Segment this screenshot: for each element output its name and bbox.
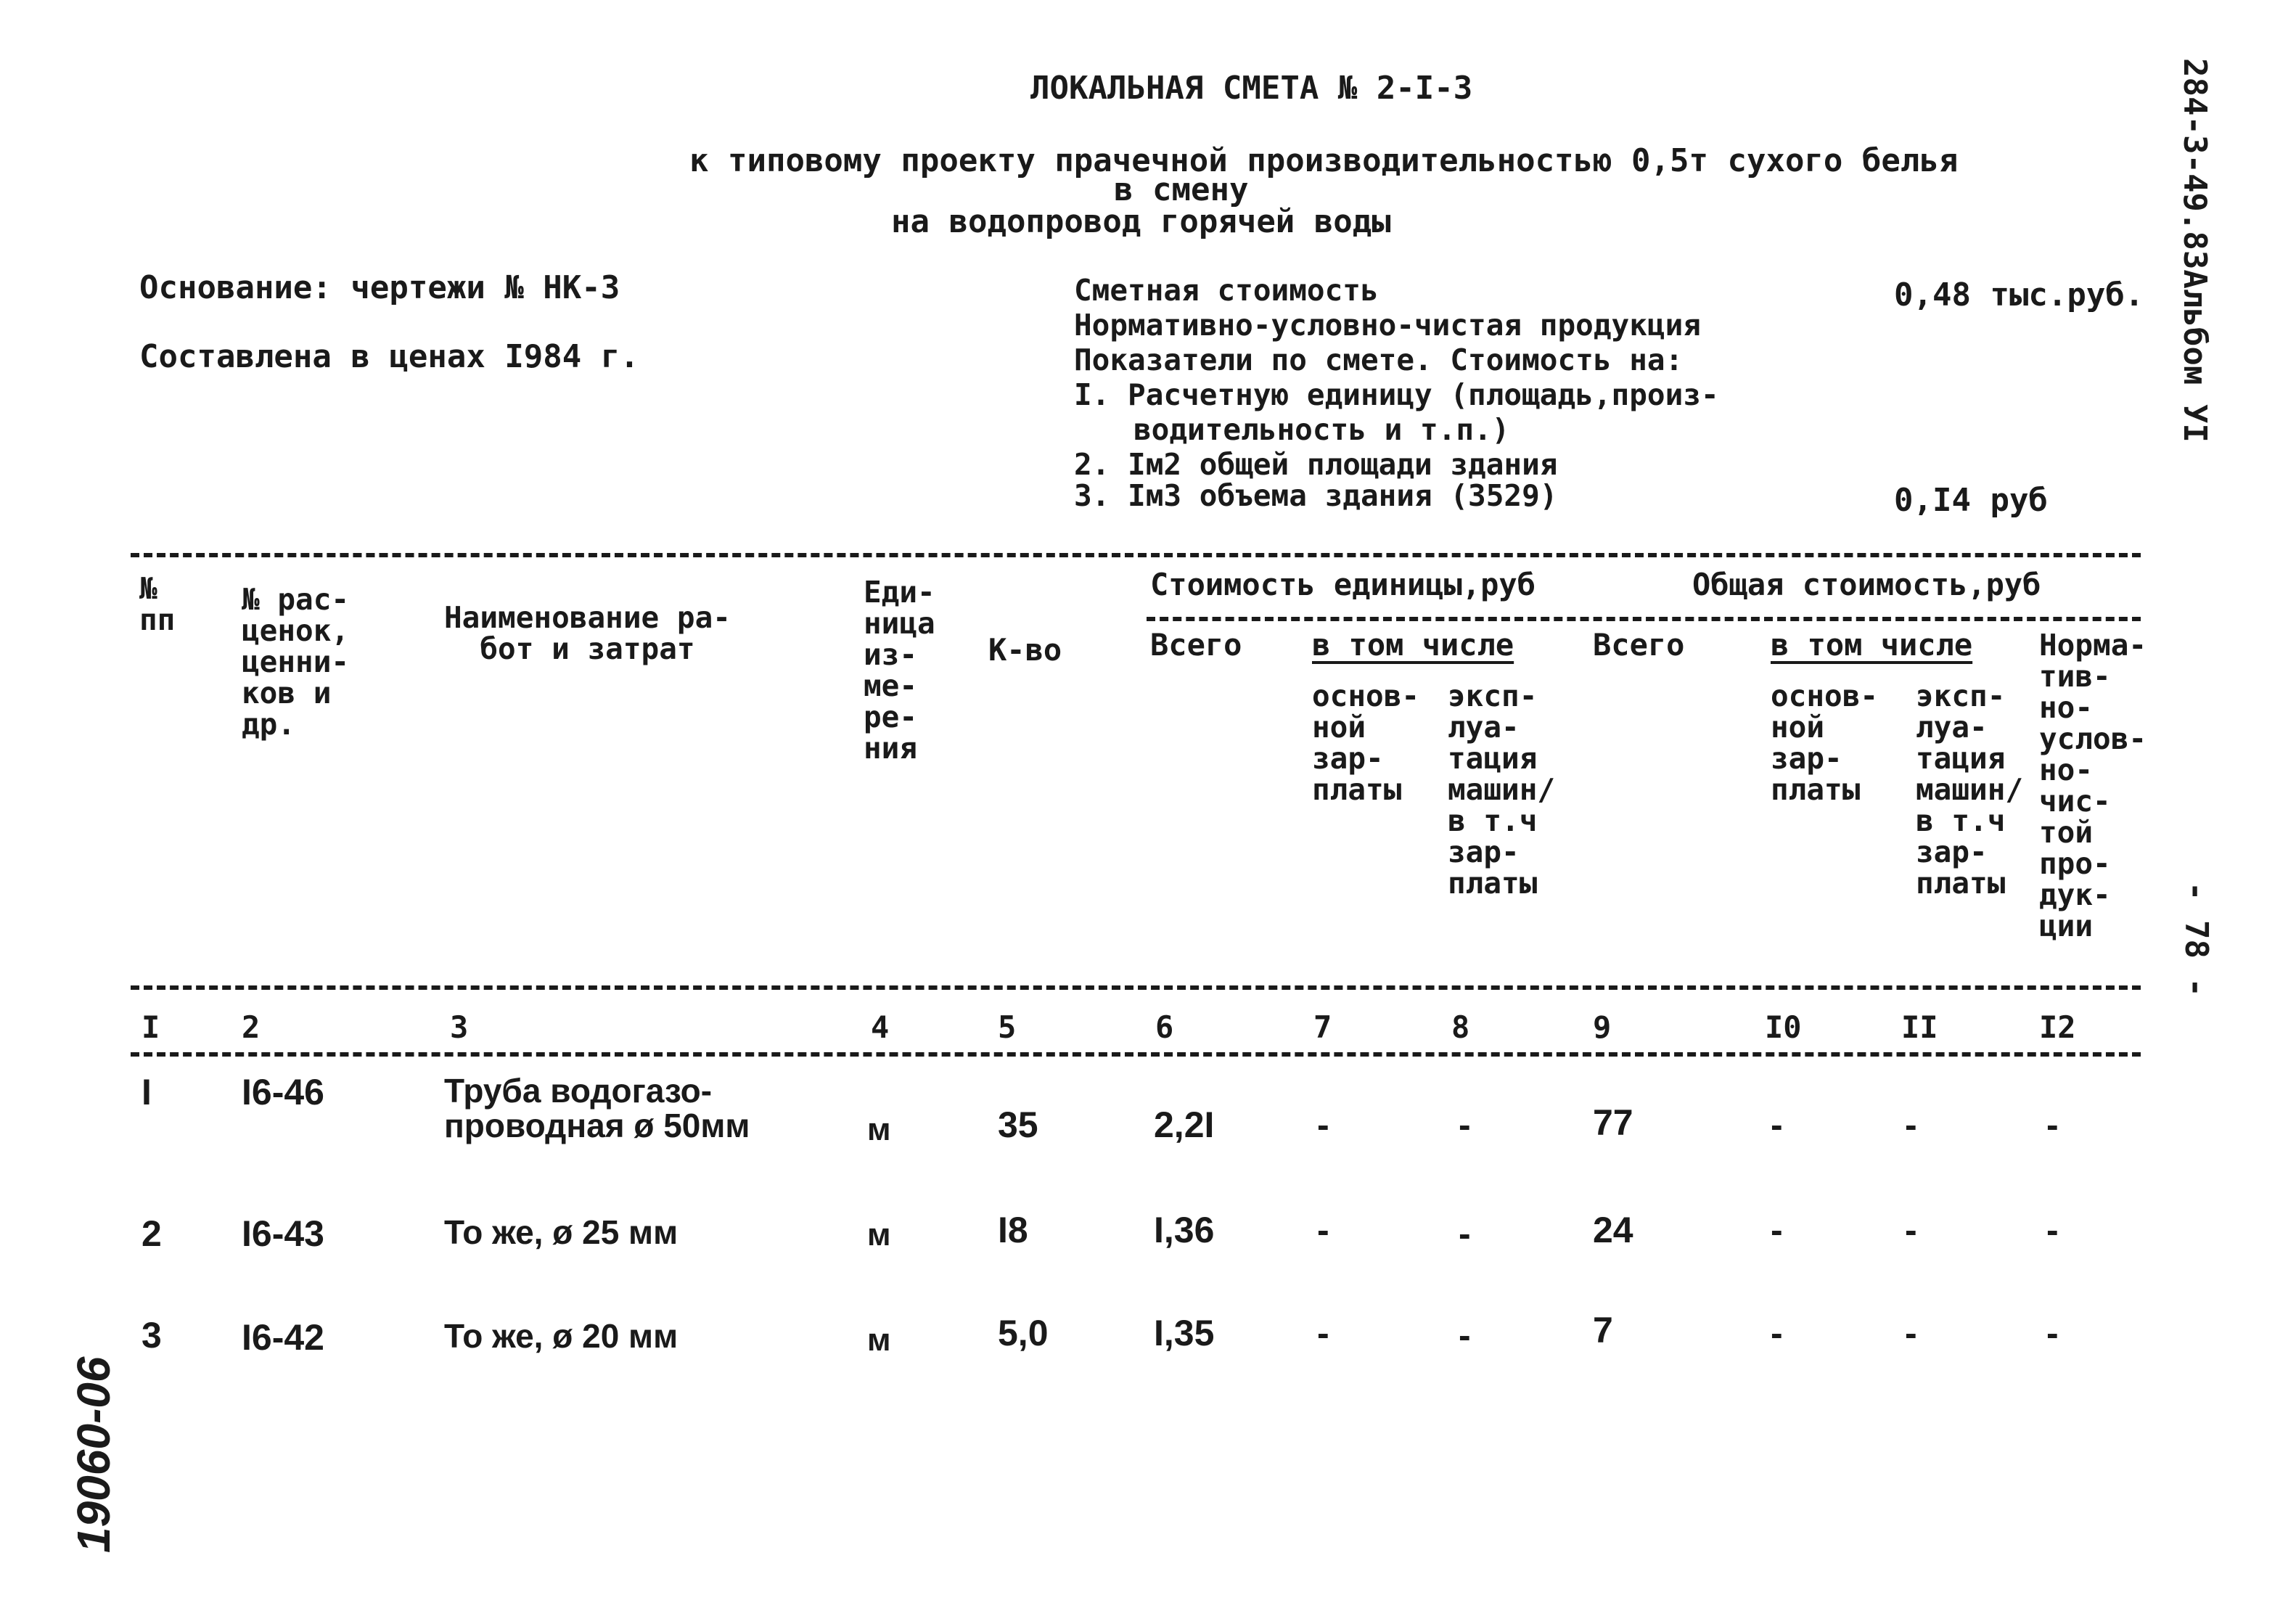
col-number-11: II <box>1901 1009 1938 1045</box>
basis-prices: Составлена в ценах I984 г. <box>139 338 639 375</box>
indicator-item-3: 3. Iм3 объема здания (3529) <box>1074 478 1558 513</box>
col-header-unit-base-wage: основ- ной зар- платы <box>1312 678 1420 808</box>
document-title: ЛОКАЛЬНАЯ СМЕТА № 2-I-3 <box>1030 70 1473 107</box>
col-header-num: № пп <box>139 571 176 638</box>
row-total-machine: - <box>1905 1210 1917 1250</box>
row-name-line-1: То же, ø 25 мм <box>444 1213 678 1251</box>
row-unit: м <box>867 1112 891 1147</box>
row-unit: м <box>867 1217 891 1253</box>
row-total: 7 <box>1593 1310 1613 1350</box>
row-num: 3 <box>142 1315 162 1356</box>
row-num: I <box>142 1072 152 1112</box>
row-qty: 5,0 <box>998 1313 1049 1353</box>
col-number-5: 5 <box>998 1009 1017 1045</box>
col-header-unit-cost-group: Стоимость единицы,руб <box>1150 567 1536 602</box>
col-number-3: 3 <box>450 1009 469 1045</box>
row-unit-machine: - <box>1459 1315 1471 1356</box>
col-header-total-machine: эксп- луа- тация машин/ в т.ч зар- платы <box>1916 678 2024 901</box>
row-name-line-2: проводная ø 50мм <box>444 1107 750 1144</box>
row-unit-machine: - <box>1459 1213 1471 1254</box>
row-total-wage: - <box>1771 1210 1783 1250</box>
col-header-normative: Норма- тив- но- услов- но- чис- той про- дук- ции <box>2039 628 2147 944</box>
left-stamp-vertical: 19060-06 <box>67 1356 120 1553</box>
indicators-label: Показатели по смете. Стоимость на: <box>1074 343 1684 377</box>
row-total-machine: - <box>1905 1313 1917 1353</box>
col-header-qty: К-во <box>988 632 1062 668</box>
row-total-wage: - <box>1771 1313 1783 1353</box>
row-qty: I8 <box>998 1210 1028 1250</box>
header-bottom-rule <box>131 985 2141 990</box>
col-header-total-cost-group: Общая стоимость,руб <box>1692 567 2041 602</box>
row-total: 24 <box>1593 1210 1633 1250</box>
col-header-rates: № рас- ценок, ценни- ков и др. <box>242 582 350 742</box>
row-normative: - <box>2046 1104 2059 1145</box>
estimate-cost-value: 0,48 тыс.руб. <box>1894 276 2144 313</box>
col-header-name: Наименование ра- бот и затрат <box>444 600 731 667</box>
indicator-item-1-line-2: водительность и т.п.) <box>1133 412 1510 447</box>
row-unit-wage: - <box>1317 1313 1329 1353</box>
table-top-rule <box>131 553 2141 557</box>
row-unit: м <box>867 1322 891 1358</box>
document-subtitle-line-2: в смену <box>1114 171 1249 208</box>
row-normative: - <box>2046 1210 2059 1250</box>
page-number-vertical: - 78 - <box>2178 882 2215 997</box>
col-number-8: 8 <box>1451 1009 1470 1045</box>
normative-product-label: Нормативно-условно-чистая продукция <box>1074 308 1701 343</box>
row-unit-wage: - <box>1317 1210 1329 1250</box>
col-header-unit-machine: эксп- луа- тация машин/ в т.ч зар- платы <box>1448 678 1556 901</box>
row-unit-total: I,36 <box>1154 1210 1215 1250</box>
column-numbers-rule <box>131 1052 2141 1057</box>
row-rate: I6-42 <box>242 1317 324 1358</box>
col-header-total-base-wage: основ- ной зар- платы <box>1771 678 1879 808</box>
row-total-machine: - <box>1905 1104 1917 1145</box>
indicator-item-1-line-1: I. Расчетную единицу (площадь,произ- <box>1074 377 1719 412</box>
estimate-cost-label: Сметная стоимость <box>1074 273 1379 308</box>
col-header-grand-total: Всего <box>1593 627 1685 663</box>
row-unit-wage: - <box>1317 1104 1329 1145</box>
col-header-unit-total: Всего <box>1150 627 1242 663</box>
row-unit-machine: - <box>1459 1104 1471 1145</box>
document-subtitle-line-3: на водопровод горячей воды <box>891 203 1391 240</box>
row-unit-total: 2,2I <box>1154 1104 1215 1145</box>
row-rate: I6-46 <box>242 1072 324 1112</box>
indicator-item-2: 2. Iм2 общей площади здания <box>1074 447 1558 482</box>
col-number-10: I0 <box>1765 1009 1802 1045</box>
col-number-12: I2 <box>2039 1009 2076 1045</box>
col-number-7: 7 <box>1313 1009 1332 1045</box>
col-number-2: 2 <box>242 1009 261 1045</box>
row-total: 77 <box>1593 1102 1633 1143</box>
row-name-line-1: То же, ø 20 мм <box>444 1317 678 1355</box>
col-header-unit: Еди- ница из- ме- ре- ния <box>864 575 935 766</box>
col-number-6: 6 <box>1155 1009 1174 1045</box>
indicator-item-3-value: 0,I4 руб <box>1894 482 2048 519</box>
col-number-4: 4 <box>871 1009 890 1045</box>
row-qty: 35 <box>998 1104 1038 1145</box>
col-number-9: 9 <box>1593 1009 1612 1045</box>
cost-group-rule <box>1147 617 2141 621</box>
col-header-total-incl: в том числе <box>1771 627 1973 663</box>
col-number-1: I <box>142 1009 160 1045</box>
row-unit-total: I,35 <box>1154 1313 1215 1353</box>
basis-drawings: Основание: чертежи № НК-3 <box>139 269 620 306</box>
album-code-vertical: 284-3-49.83Альбом УI <box>2176 58 2213 443</box>
row-total-wage: - <box>1771 1104 1783 1145</box>
row-rate: I6-43 <box>242 1213 324 1254</box>
col-header-unit-incl: в том числе <box>1312 627 1514 663</box>
row-name-line-1: Труба водогазо- <box>444 1072 713 1110</box>
row-num: 2 <box>142 1213 162 1254</box>
document-subtitle-line-1: к типовому проекту прачечной производительностью 0,5т сухого белья <box>689 142 1959 179</box>
row-normative: - <box>2046 1313 2059 1353</box>
